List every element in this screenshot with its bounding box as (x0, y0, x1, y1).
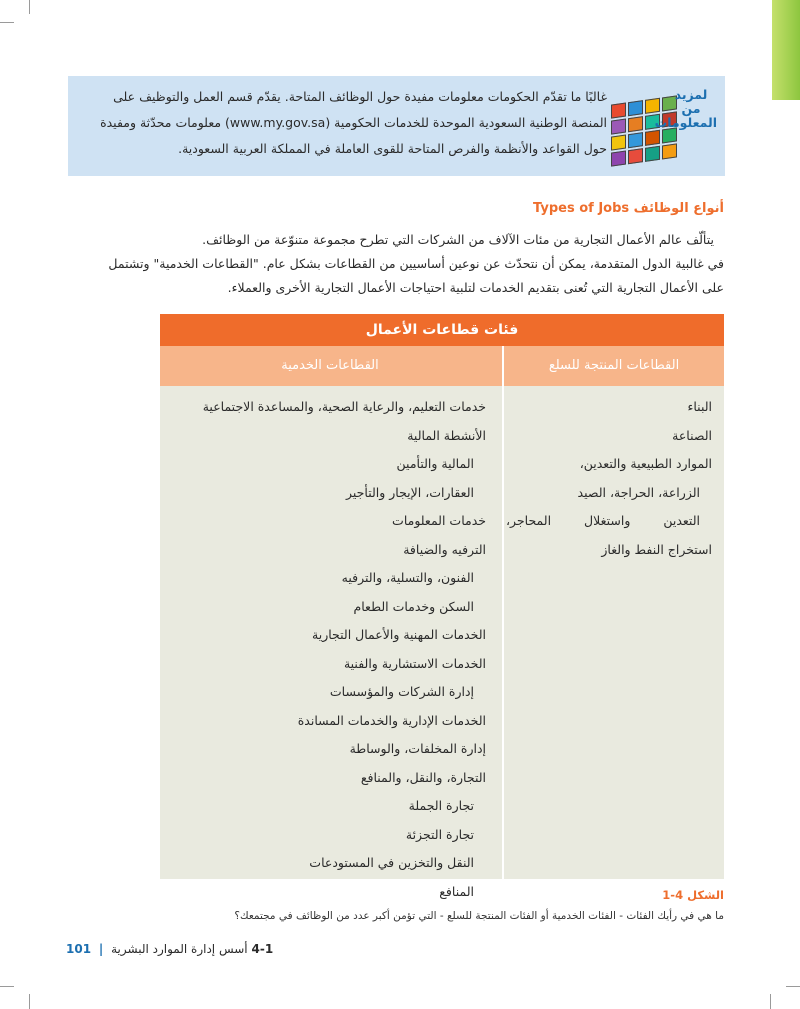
more-info-label (654, 87, 717, 130)
footer-chapter-title: أسس إدارة الموارد البشرية (111, 942, 248, 956)
header-services: القطاعات الخدمية (281, 358, 379, 373)
photo-tile (645, 146, 660, 162)
photo-tile (611, 103, 626, 119)
crop-mark (770, 994, 771, 1009)
photo-tile (611, 119, 626, 135)
header-goods: القطاعات المنتجة للسلع (548, 358, 680, 373)
services-row: المنافع (439, 883, 474, 899)
body-line: في غالبية الدول المتقدمة، يمكن أن نتحدّث عن نوعين أساسيين من القطاعات بشكل عام. "القطاعات الخدمية" وتشتمل (108, 256, 724, 271)
figure-label: الشكل 4-1 (662, 888, 724, 902)
photo-tile (628, 116, 643, 132)
crop-mark (0, 986, 14, 987)
photo-tile (645, 130, 660, 146)
footer-separator: | (98, 942, 104, 956)
services-row: خدمات المعلومات (392, 513, 486, 528)
table-title: فئات قطاعات الأعمال (160, 314, 724, 346)
info-line: حول القواعد والأنظمة والفرص المتاحة للقوى العاملة في المملكة العربية السعودية. (178, 141, 607, 156)
services-row: الخدمات المهنية والأعمال التجارية (312, 627, 486, 642)
column-divider (502, 386, 504, 879)
services-row: التجارة، والنقل، والمنافع (360, 769, 486, 785)
goods-row: الزراعة، الحراجة، الصيد (577, 484, 700, 500)
crop-mark (0, 22, 14, 23)
photo-tile (611, 151, 626, 167)
services-row: الخدمات الإدارية والخدمات المساندة (297, 712, 486, 728)
figure-question: ما هي في رأيك الفئات - الفئات الخدمية أو الفئات المنتجة للسلع - التي تؤمن أكبر عدد من الوظائف في مجتمعك؟ (234, 910, 724, 922)
page-footer (66, 942, 273, 956)
services-row: الترفيه والضيافة (403, 541, 486, 557)
section-body (64, 228, 724, 300)
services-row: الخدمات الاستشارية والفنية (343, 655, 486, 671)
photo-tile (628, 132, 643, 148)
body-line: على الأعمال التجارية التي تُعنى بتقديم الخدمات لتلبية احتياجات الأعمال التجارية الأخرى والعملاء. (227, 280, 724, 295)
body-line: يتألّف عالم الأعمال التجارية من مئات الآلاف من الشركات التي تطرح مجموعة متنوّعة من الوظائف. (202, 232, 714, 247)
photo-tile (662, 143, 677, 159)
services-row: خدمات التعليم، والرعاية الصحية، والمساعدة الاجتماعية (202, 399, 486, 414)
services-row: الفنون، والتسلية، والترفيه (341, 570, 474, 585)
photo-tile (611, 135, 626, 151)
more-info-label-line: لمزيد من (674, 87, 708, 116)
services-row: العقارات، الإيجار والتأجير (346, 484, 474, 500)
photo-tile (628, 100, 643, 116)
section-title: أنواع الوظائف Types of Jobs (533, 201, 724, 216)
services-row: السكن وخدمات الطعام (353, 598, 474, 614)
goods-row: التعدين واستغلال المحاجر، (506, 513, 700, 528)
chapter-color-tab (772, 0, 800, 100)
info-line: غالبًا ما تقدّم الحكومات معلومات مفيدة حول الوظائف المتاحة. يقدّم قسم العمل والتوظيف على (113, 89, 607, 104)
table-header-row (160, 346, 724, 386)
services-row: تجارة الجملة (408, 798, 474, 813)
photo-tile (645, 98, 660, 114)
services-row: الأنشطة المالية (407, 427, 486, 443)
photo-tile (628, 148, 643, 164)
services-column (162, 386, 486, 906)
services-row: تجارة التجزئة (405, 826, 474, 842)
services-row: إدارة المخلفات، والوساطة (349, 741, 486, 756)
crop-mark (29, 994, 30, 1009)
services-row: المالية والتأمين (396, 456, 474, 471)
goods-row: البناء (687, 399, 712, 414)
header-divider (502, 346, 504, 386)
more-info-text (77, 84, 607, 162)
footer-chapter: 4-1 (251, 942, 274, 956)
more-info-box (68, 76, 725, 176)
crop-mark (786, 986, 800, 987)
info-line: المنصة الوطنية السعودية الموحدة للخدمات الحكومية (www.my.gov.sa) معلومات محدّثة ومفيدة (100, 115, 607, 130)
services-row: إدارة الشركات والمؤسسات (329, 684, 474, 699)
services-row: النقل والتخزين في المستودعات (309, 855, 474, 870)
goods-column (506, 386, 712, 564)
goods-row: استخراج النفط والغاز (601, 541, 712, 557)
crop-mark (29, 0, 30, 14)
page-number: 101 (66, 942, 92, 956)
goods-row: الصناعة (672, 427, 712, 443)
more-info-logo (607, 82, 719, 168)
goods-row: الموارد الطبيعية والتعدين، (579, 456, 712, 471)
more-info-label-line: المعلومات (654, 115, 717, 130)
